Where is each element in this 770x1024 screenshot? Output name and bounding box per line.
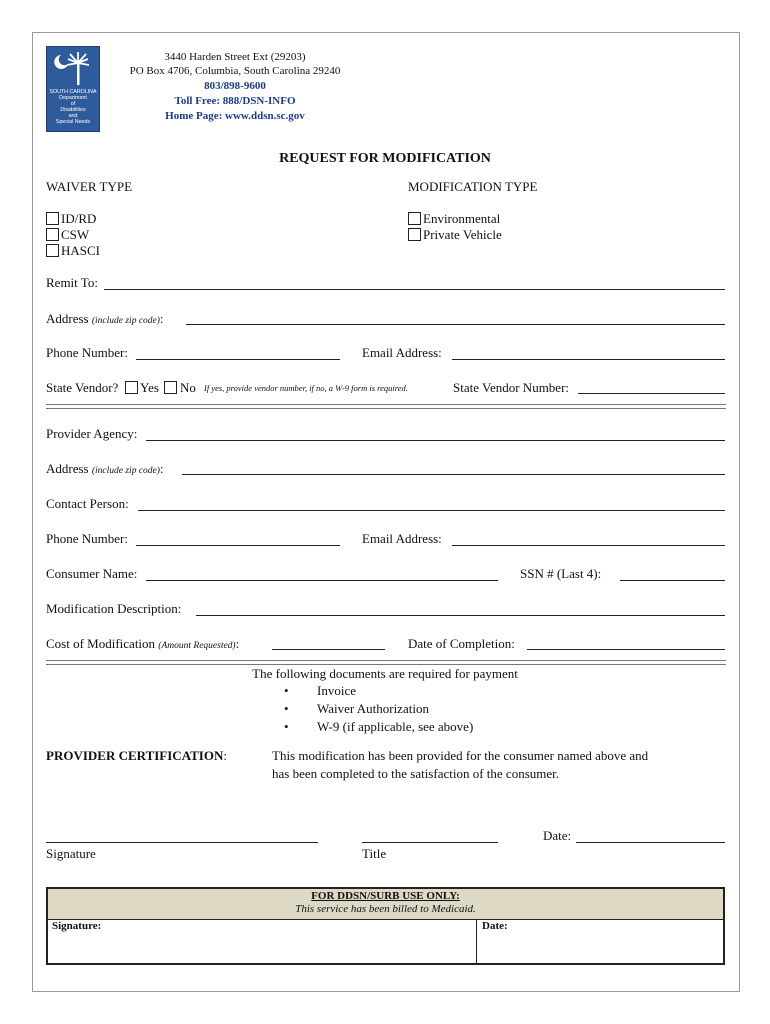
home-page: Home Page: www.ddsn.sc.gov [165, 110, 305, 122]
provider-address-field[interactable] [182, 474, 725, 475]
office-date-label: Date: [482, 920, 508, 932]
modification-option-label: Private Vehicle [423, 227, 502, 242]
cost-field[interactable] [272, 649, 385, 650]
certification-heading: PROVIDER CERTIFICATION: [46, 748, 227, 763]
date-field[interactable] [576, 842, 725, 843]
doc-item: Invoice [317, 683, 356, 698]
bullet: • [284, 719, 289, 734]
bullet: • [284, 701, 289, 716]
cost-label [46, 636, 239, 652]
signature-field[interactable] [46, 842, 318, 843]
certification-text-1: This modification has been provided for the consumer named above and [272, 748, 649, 763]
date-completion-label: Date of Completion: [408, 636, 515, 651]
vendor-note: If yes, provide vendor number, if no, a W-9 form is required. [204, 383, 408, 393]
waiver-option-label: CSW [61, 227, 90, 242]
waiver-option-label: ID/RD [61, 211, 97, 226]
mod-description-field[interactable] [196, 615, 725, 616]
remit-to-field[interactable] [104, 289, 725, 290]
modification-option-label: Environmental [423, 211, 501, 226]
logo-line: SOUTH CAROLINA [49, 89, 97, 95]
toll-free: Toll Free: 888/DSN-INFO [174, 95, 296, 107]
provider-agency-label: Provider Agency: [46, 426, 138, 441]
provider-email-field[interactable] [452, 545, 725, 546]
section-divider [46, 404, 726, 409]
bullet: • [284, 683, 289, 698]
mod-description-label: Modification Description: [46, 601, 182, 616]
signature-caption: Signature [46, 846, 96, 861]
vendor-number-label: State Vendor Number: [453, 380, 570, 395]
waiver-type-heading: WAIVER TYPE [46, 179, 133, 194]
cost-label-text: Cost of Modification [46, 636, 156, 651]
phone-number: 803/898-9600 [204, 80, 266, 92]
date-completion-field[interactable] [527, 649, 725, 650]
provider-agency-field[interactable] [146, 440, 725, 441]
logo-line: Disabilities [60, 107, 86, 113]
checkbox-private-vehicle[interactable] [408, 228, 421, 241]
checkbox-environmental[interactable] [408, 212, 421, 225]
office-use-note: This service has been billed to Medicaid. [295, 903, 476, 915]
cost-note: (Amount Requested) [158, 641, 236, 651]
date-label: Date: [543, 828, 572, 843]
modification-type-heading: MODIFICATION TYPE [408, 179, 538, 194]
palmetto-moon-icon [47, 47, 99, 87]
address-line-2: PO Box 4706, Columbia, South Carolina 29240 [129, 65, 341, 77]
office-use-heading: FOR DDSN/SURB USE ONLY: [311, 890, 460, 902]
office-use-divider [476, 919, 477, 963]
phone-label: Phone Number: [46, 531, 128, 546]
address-colon: : [159, 311, 164, 326]
contact-person-label: Contact Person: [46, 496, 129, 511]
certification-text-2: has been completed to the satisfaction of the consumer. [272, 766, 559, 781]
address-label-text: Address [46, 461, 89, 476]
address-note: (include zip code) [91, 316, 160, 326]
checkbox-vendor-no[interactable] [164, 381, 177, 394]
address-label-text: Address [46, 311, 89, 326]
consumer-name-field[interactable] [146, 580, 498, 581]
phone-label: Phone Number: [46, 345, 128, 360]
vendor-no-label: No [180, 380, 196, 395]
state-vendor-label: State Vendor? [46, 380, 119, 395]
section-divider [46, 660, 726, 665]
consumer-name-label: Consumer Name: [46, 566, 138, 581]
docs-intro: The following documents are required for payment [252, 666, 518, 681]
logo-line: Department [59, 95, 87, 101]
cost-colon: : [235, 636, 240, 651]
certification-heading-text: PROVIDER CERTIFICATION [46, 748, 224, 763]
remit-address-field[interactable] [186, 324, 725, 325]
checkbox-hasci[interactable] [46, 244, 59, 257]
checkbox-id-rd[interactable] [46, 212, 59, 225]
ssn-label: SSN # (Last 4): [520, 566, 602, 581]
form-title: REQUEST FOR MODIFICATION [279, 151, 491, 166]
contact-person-field[interactable] [138, 510, 725, 511]
remit-to-label: Remit To: [46, 275, 98, 290]
office-signature-label: Signature: [52, 920, 102, 932]
checkbox-vendor-yes[interactable] [125, 381, 138, 394]
waiver-option-label: HASCI [61, 243, 101, 258]
logo-line: and [68, 113, 78, 119]
address-label [46, 311, 164, 327]
checkbox-csw[interactable] [46, 228, 59, 241]
address-colon: : [159, 461, 164, 476]
ddsn-logo [46, 46, 100, 132]
provider-address-label [46, 461, 164, 477]
remit-phone-field[interactable] [136, 359, 340, 360]
vendor-yes-label: Yes [140, 380, 159, 395]
email-label: Email Address: [362, 531, 442, 546]
ssn-field[interactable] [620, 580, 725, 581]
doc-item: Waiver Authorization [317, 701, 429, 716]
title-field[interactable] [362, 842, 498, 843]
address-line-1: 3440 Harden Street Ext (29203) [164, 51, 306, 63]
vendor-number-field[interactable] [578, 393, 725, 394]
remit-email-field[interactable] [452, 359, 725, 360]
provider-phone-field[interactable] [136, 545, 340, 546]
address-note: (include zip code) [91, 466, 160, 476]
doc-item: W-9 (if applicable, see above) [317, 719, 474, 734]
email-label: Email Address: [362, 345, 442, 360]
logo-line: Special Needs [55, 119, 91, 125]
title-caption: Title [362, 846, 387, 861]
logo-line: of [70, 101, 76, 107]
